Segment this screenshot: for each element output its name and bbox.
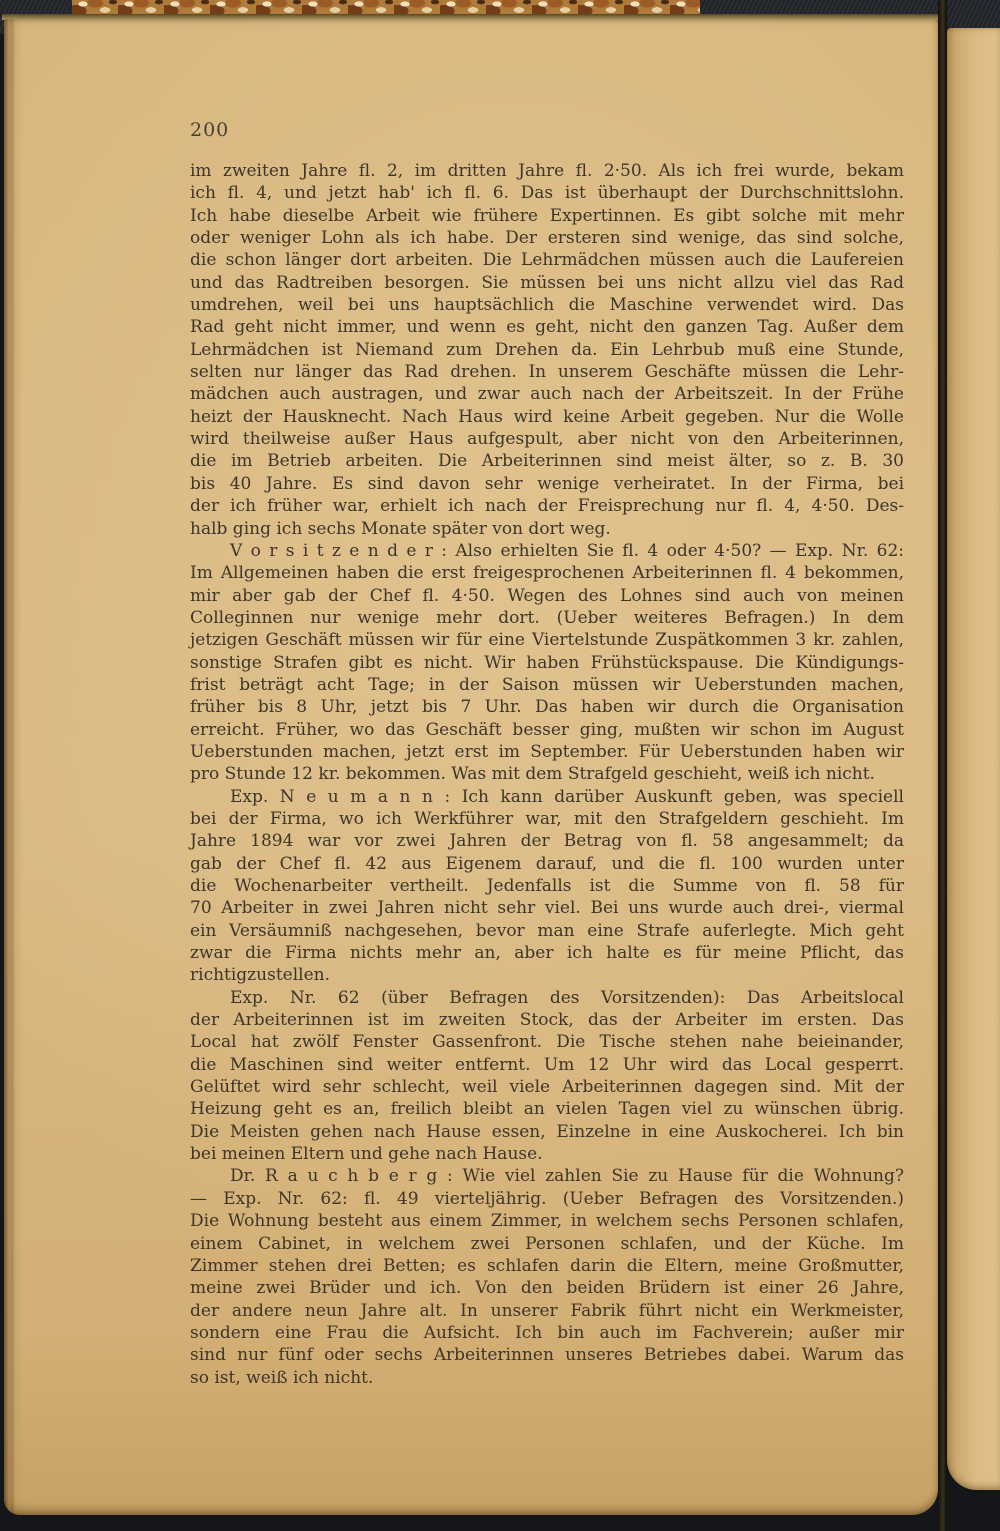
text-line: die Wochenarbeiter vertheilt. Jedenfalls ist die Summe von fl. 58 für bbox=[190, 876, 904, 896]
text-block bbox=[190, 160, 904, 1389]
text-line: wird theilweise außer Haus aufgespult, aber nicht von den Arbeiterinnen, bbox=[190, 429, 904, 450]
paragraph bbox=[190, 160, 904, 540]
text-line: 70 Arbeiter in zwei Jahren nicht sehr viel. Bei uns wurde auch drei-, viermal bbox=[190, 898, 904, 919]
text-line: mir aber gab der Chef fl. 4·50. Wegen des Lohnes sind auch von meinen bbox=[190, 585, 904, 606]
text-line: der Arbeiterinnen ist im zweiten Stock, das der Arbeiter im ersten. Das bbox=[190, 1010, 904, 1031]
text-line: meine zwei Brüder und ich. Von den beiden Brüdern ist einer 26 Jahre, bbox=[190, 1278, 904, 1299]
paragraph bbox=[190, 540, 904, 786]
adjacent-page-edge bbox=[947, 28, 1000, 1490]
text-line: Lehrmädchen ist Niemand zum Drehen da. Ein Lehrbub muß eine Stunde, bbox=[190, 339, 904, 360]
text-line: sonstige Strafen gibt es nicht. Wir haben Frühstückspause. Die Kündigungs- bbox=[190, 652, 904, 673]
text-line: Heizung geht es an, freilich bleibt an vielen Tagen viel zu wünschen übrig. bbox=[190, 1099, 904, 1120]
text-line: der andere neun Jahre alt. In unserer Fabrik führt nicht ein Werkmeister, bbox=[190, 1300, 904, 1321]
text-line: sondern eine Frau die Aufsicht. Ich bin auch im Fachverein; außer mir bbox=[190, 1322, 904, 1343]
text-line: erreicht. Früher, wo das Geschäft besser ging, mußten wir schon im August bbox=[190, 719, 904, 740]
text-line: Exp. Nr. 62 (über Befragen des Vorsitzenden): Das Arbeitslocal bbox=[230, 987, 904, 1008]
text-line: bei meinen Eltern und gehe nach Hause. bbox=[190, 1144, 543, 1165]
text-line: die schon länger dort arbeiten. Die Lehrmädchen müssen auch die Laufereien bbox=[190, 250, 904, 271]
text-line: — Exp. Nr. 62: fl. 49 vierteljährig. (Ueber Befragen des Vorsitzenden.) bbox=[190, 1188, 904, 1209]
text-line: Die Wohnung besteht aus einem Zimmer, in welchem sechs Personen schlafen, bbox=[190, 1211, 904, 1232]
text-line: bei der Firma, wo ich Werkführer war, mit den Strafgeldern geschieht. Im bbox=[190, 808, 904, 829]
text-line: Zimmer stehen drei Betten; es schlafen darin die Eltern, meine Großmutter, bbox=[190, 1255, 904, 1276]
text-line: zwar die Firma nichts mehr an, aber ich halte es für meine Pflicht, das bbox=[190, 943, 904, 964]
text-line: Jahre 1894 war vor zwei Jahren der Betrag von fl. 58 angesammelt; da bbox=[190, 831, 904, 852]
text-line: Colleginnen nur wenige mehr dort. (Ueber weiteres Befragen.) In dem bbox=[190, 607, 904, 628]
text-line: Ueberstunden machen, jetzt erst im September. Für Ueberstunden haben wir bbox=[190, 741, 904, 762]
text-line: halb ging ich sechs Monate später von dort weg. bbox=[190, 518, 611, 539]
text-line: Dr. R a u c h b e r g : Wie viel zahlen Sie zu Hause für die Wohnung? bbox=[230, 1166, 904, 1187]
paragraph bbox=[190, 1165, 904, 1388]
text-line: Gelüftet wird sehr schlecht, weil viele Arbeiterinnen dagegen sind. Mit der bbox=[190, 1077, 904, 1098]
text-line: Ich habe dieselbe Arbeit wie frühere Expertinnen. Es gibt solche mit mehr bbox=[190, 205, 904, 226]
text-line: früher bis 8 Uhr, jetzt bis 7 Uhr. Das haben wir durch die Organisation bbox=[190, 697, 904, 718]
text-line: ein Versäumniß nachgesehen, bevor man eine Strafe auferlegte. Mich geht bbox=[190, 920, 904, 941]
text-line: Im Allgemeinen haben die erst freigesprochenen Arbeiterinnen fl. 4 bekommen, bbox=[190, 563, 904, 584]
text-line: frist beträgt acht Tage; in der Saison müssen wir Ueberstunden machen, bbox=[190, 674, 904, 695]
text-line: richtigzustellen. bbox=[190, 965, 330, 986]
page-number: 200 bbox=[190, 119, 230, 141]
text-line: bis 40 Jahre. Es sind davon sehr wenige verheiratet. In der Firma, bei bbox=[190, 473, 904, 494]
text-line: V o r s i t z e n d e r : Also erhielten Sie fl. 4 oder 4·50? — Exp. Nr. 62: bbox=[230, 540, 904, 561]
text-line: so ist, weiß ich nicht. bbox=[190, 1367, 374, 1388]
text-line: heizt der Hausknecht. Nach Haus wird keine Arbeit gegeben. Nur die Wolle bbox=[190, 406, 904, 427]
text-line: Rad geht nicht immer, und wenn es geht, nicht den ganzen Tag. Außer dem bbox=[190, 317, 904, 338]
text-line: einem Cabinet, in welchem zwei Personen schlafen, und der Küche. Im bbox=[190, 1233, 904, 1254]
text-line: sind nur fünf oder sechs Arbeiterinnen unseres Betriebes dabei. Warum das bbox=[190, 1345, 904, 1366]
text-line: ich fl. 4, und jetzt hab' ich fl. 6. Das ist überhaupt der Durchschnittslohn. bbox=[190, 183, 904, 204]
text-line: umdrehen, weil bei uns hauptsächlich die Maschine verwendet wird. Das bbox=[190, 295, 904, 316]
text-line: Die Meisten gehen nach Hause essen, Einzelne in eine Auskocherei. Ich bin bbox=[190, 1121, 904, 1142]
text-line: die Maschinen sind weiter entfernt. Um 12 Uhr wird das Local gesperrt. bbox=[190, 1054, 904, 1075]
book-gutter bbox=[938, 0, 947, 1531]
marbled-page-edge bbox=[72, 0, 700, 15]
text-line: pro Stunde 12 kr. bekommen. Was mit dem Strafgeld geschieht, weiß ich nicht. bbox=[190, 764, 875, 785]
text-line: die im Betrieb arbeiten. Die Arbeiterinnen sind meist älter, so z. B. 30 bbox=[190, 451, 904, 472]
text-line: im zweiten Jahre fl. 2, im dritten Jahre fl. 2·50. Als ich frei wurde, bekam bbox=[190, 161, 904, 181]
paragraph bbox=[190, 786, 904, 987]
page-stack-edge bbox=[4, 19, 22, 1515]
text-line: und das Radtreiben besorgen. Sie müssen bei uns nicht allzu viel das Rad bbox=[190, 272, 904, 293]
text-line: Local hat zwölf Fenster Gassenfront. Die Tische stehen nahe beieinander, bbox=[190, 1032, 904, 1053]
text-line: selten nur länger das Rad drehen. In unserem Geschäfte müssen die Lehr- bbox=[190, 362, 904, 383]
text-line: oder weniger Lohn als ich habe. Der ersteren sind wenige, das sind solche, bbox=[190, 228, 904, 249]
text-line: Exp. N e u m a n n : Ich kann darüber Auskunft geben, was speciell bbox=[230, 786, 904, 807]
text-line: mädchen auch austragen, und zwar auch nach der Arbeitszeit. In der Frühe bbox=[190, 384, 904, 405]
paragraph bbox=[190, 987, 904, 1166]
text-line: der ich früher war, erhielt ich nach der Freisprechung nur fl. 4, 4·50. Des- bbox=[190, 496, 904, 517]
page-surface bbox=[4, 19, 938, 1515]
text-line: jetzigen Geschäft müssen wir für eine Viertelstunde Zuspätkommen 3 kr. zahlen, bbox=[190, 630, 904, 651]
text-line: gab der Chef fl. 42 aus Eigenem darauf, und die fl. 100 wurden unter bbox=[190, 853, 904, 874]
